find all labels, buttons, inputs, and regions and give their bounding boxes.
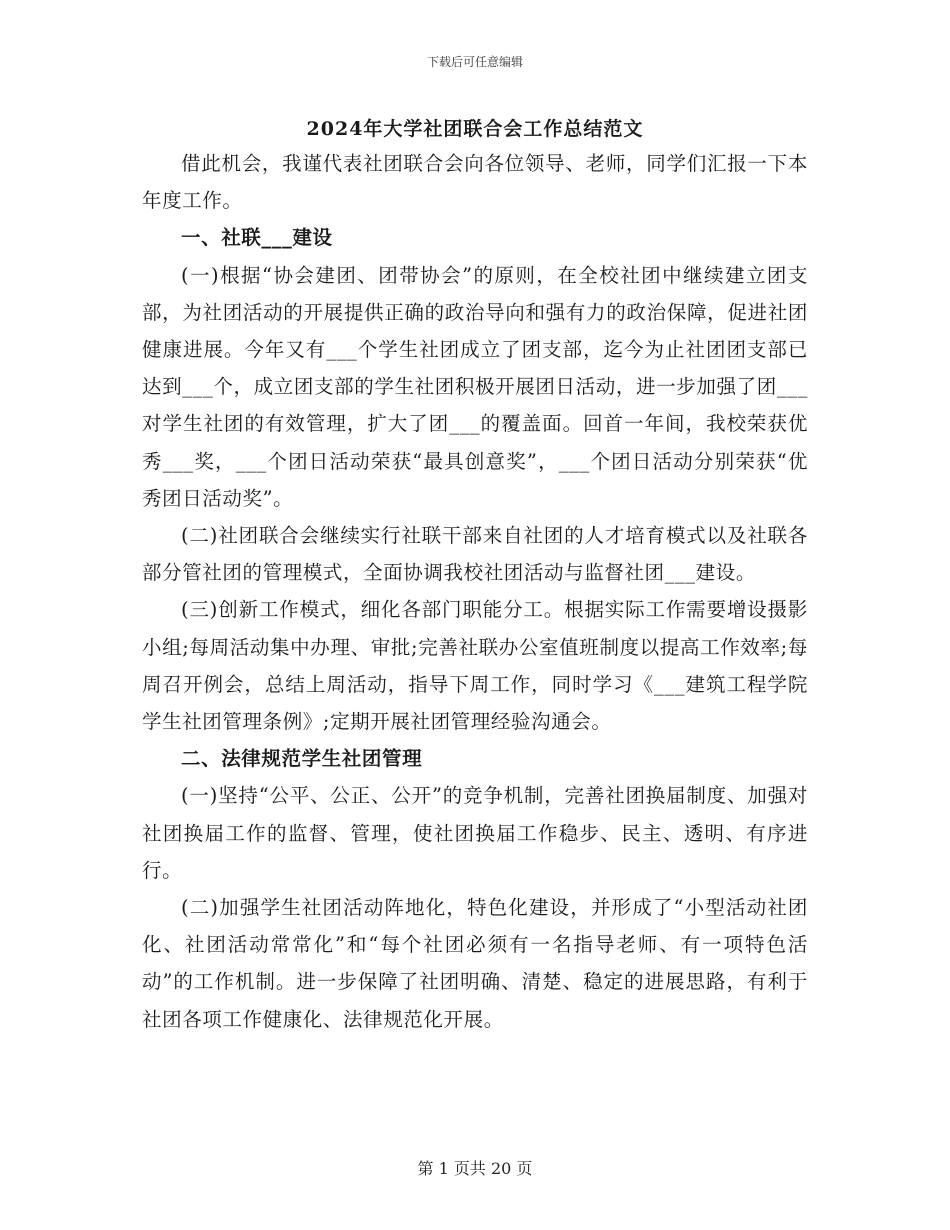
page-header-note: 下载后可任意编辑: [426, 55, 523, 69]
section-2-paragraph-2: (二)加强学生社团活动阵地化，特色化建设，并形成了“小型活动社团化、社团活动常常化”和“每个社团必须有一名指导老师、有一项特色活动”的工作机制。进一步保障了社团明确、清楚、稳定的进展思路，有利于社团各项工作健康化、法律规范化开展。: [142, 896, 808, 1031]
document-body: [142, 145, 808, 1038]
section-1-heading: 一、社联___建设: [181, 226, 333, 250]
section-1-paragraph-2: (二)社团联合会继续实行社联干部来自社团的人才培育模式以及社联各部分管社团的管理模式，全面协调我校社团活动与监督社团___建设。: [142, 524, 808, 585]
document-title: 2024年大学社团联合会工作总结范文: [306, 118, 644, 140]
intro-paragraph: 借此机会，我谨代表社团联合会向各位领导、老师，同学们汇报一下本年度工作。: [142, 152, 808, 213]
page-number: 第 1 页共 20 页: [417, 1159, 533, 1178]
section-2-paragraph-1: (一)坚持“公平、公正、公开”的竞争机制，完善社团换届制度、加强对社团换届工作的监督、管理，使社团换届工作稳步、民主、透明、有序进行。: [142, 784, 808, 882]
section-2-heading: 二、法律规范学生社团管理: [181, 747, 423, 771]
section-1-paragraph-1: (一)根据“协会建团、团带协会”的原则，在全校社团中继续建立团支部，为社团活动的开展提供正确的政治导向和强有力的政治保障，促进社团健康进展。今年又有___个学生社团成立了团支部，迄今为止社团团支部已达到___个，成立团支部的学生社团积极开展团日活动，进一步加强了团___对学生社团的有效管理，扩大了团___的覆盖面。回首一年间，我校荣获优秀___奖，___个团日活动荣获“最具创意奖”，___个团日活动分别荣获“优秀团日活动奖”。: [142, 263, 808, 510]
section-1-paragraph-3: (三)创新工作模式，细化各部门职能分工。根据实际工作需要增设摄影小组;每周活动集中办理、审批;完善社联办公室值班制度以提高工作效率;每周召开例会，总结上周活动，指导下周工作，同时学习《___建筑工程学院学生社团管理条例》;定期开展社团管理经验沟通会。: [142, 598, 808, 734]
